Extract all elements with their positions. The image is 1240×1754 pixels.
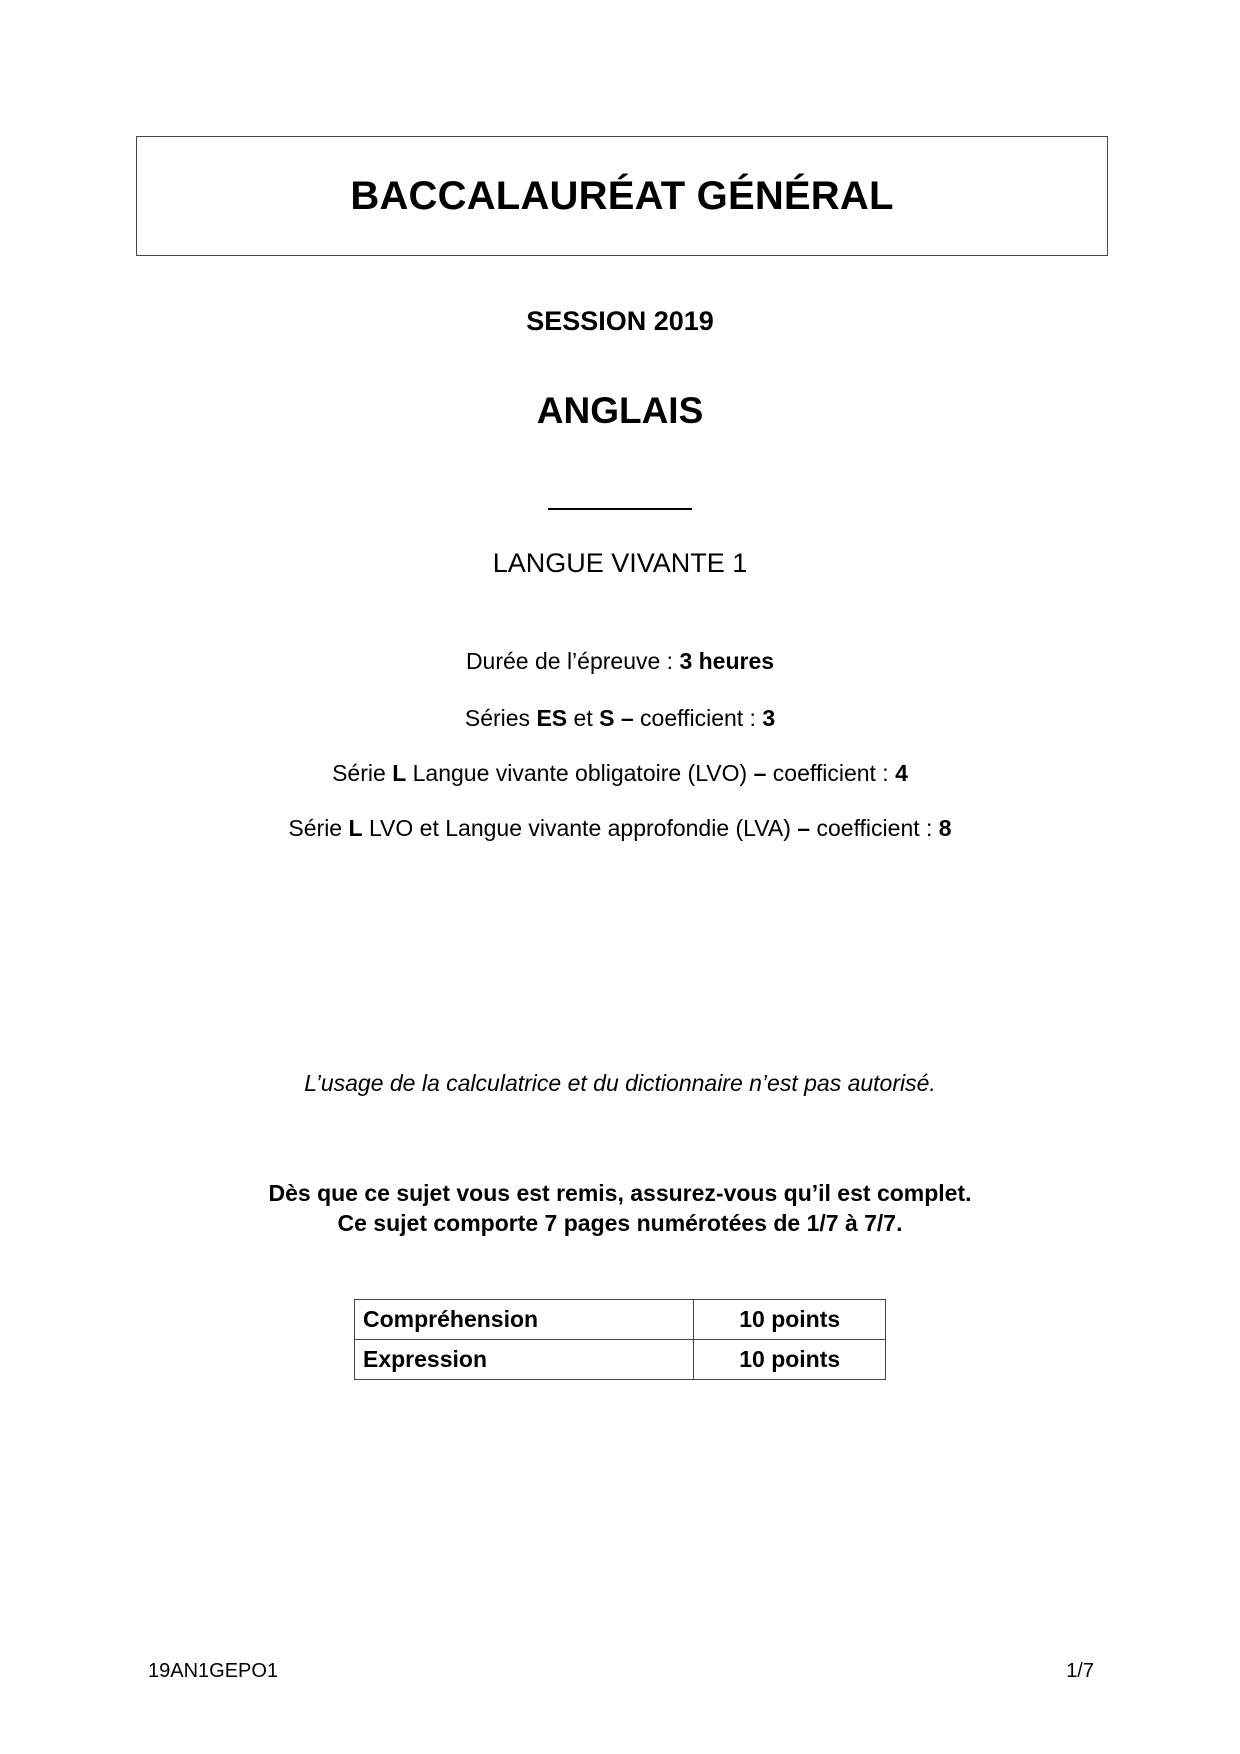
series-l-lvo-bold-3: 4 [895, 760, 908, 786]
footer-page-number: 1/7 [1066, 1660, 1094, 1682]
series-es-s-bold-4: 3 [762, 705, 776, 731]
series-l-lva-text-2: LVO et Langue vivante approfondie (LVA) [362, 815, 798, 841]
series-es-s-coefficient [0, 705, 1240, 732]
section-name: Expression [355, 1340, 694, 1380]
series-l-lva-coefficient [0, 815, 1240, 842]
series-es-s-bold-2: S [599, 705, 615, 731]
table-row [355, 1340, 886, 1380]
table-row [355, 1300, 886, 1340]
language-level: LANGUE VIVANTE 1 [492, 548, 748, 578]
exam-duration [0, 648, 1240, 675]
series-es-s-text-1: Séries [464, 705, 537, 731]
series-l-lva-text-1: Série [288, 815, 349, 841]
series-l-lvo-bold-2: – [753, 760, 767, 786]
series-l-lvo-text-1: Série [332, 760, 393, 786]
section-points: 10 points [694, 1300, 886, 1340]
notice-line-1: Dès que ce sujet vous est remis, assurez-vous qu’il est complet. [268, 1180, 972, 1206]
series-es-s-bold-3: – [620, 705, 634, 731]
section-points: 10 points [694, 1340, 886, 1380]
duration-value: 3 heures [679, 648, 775, 674]
series-l-lva-bold-3: 8 [938, 815, 952, 841]
page-title: BACCALAURÉAT GÉNÉRAL [350, 173, 894, 218]
series-es-s-bold-1: ES [536, 705, 568, 731]
series-l-lvo-text-3: coefficient : [766, 760, 896, 786]
session-label: SESSION 2019 [526, 306, 714, 336]
subject-title: ANGLAIS [536, 390, 704, 431]
section-name: Compréhension [355, 1300, 694, 1340]
series-es-s-text-2: et [567, 705, 600, 731]
series-l-lva-bold-2: – [797, 815, 811, 841]
duration-label: Durée de l’épreuve : [465, 648, 680, 674]
series-es-s-text-4: coefficient : [633, 705, 763, 731]
score-table [354, 1299, 886, 1380]
calculator-note: L’usage de la calculatrice et du dictionnaire n’est pas autorisé. [304, 1070, 936, 1096]
notice-line-2: Ce sujet comporte 7 pages numérotées de 1/7 à 7/7. [337, 1210, 903, 1236]
series-l-lva-bold-1: L [348, 815, 363, 841]
series-l-lvo-text-2: Langue vivante obligatoire (LVO) [406, 760, 754, 786]
series-l-lvo-bold-1: L [392, 760, 407, 786]
title-box [136, 136, 1108, 256]
series-l-lvo-coefficient [0, 760, 1240, 787]
series-l-lva-text-3: coefficient : [810, 815, 939, 841]
separator-line [548, 508, 692, 510]
footer-exam-code: 19AN1GEPO1 [148, 1660, 279, 1682]
